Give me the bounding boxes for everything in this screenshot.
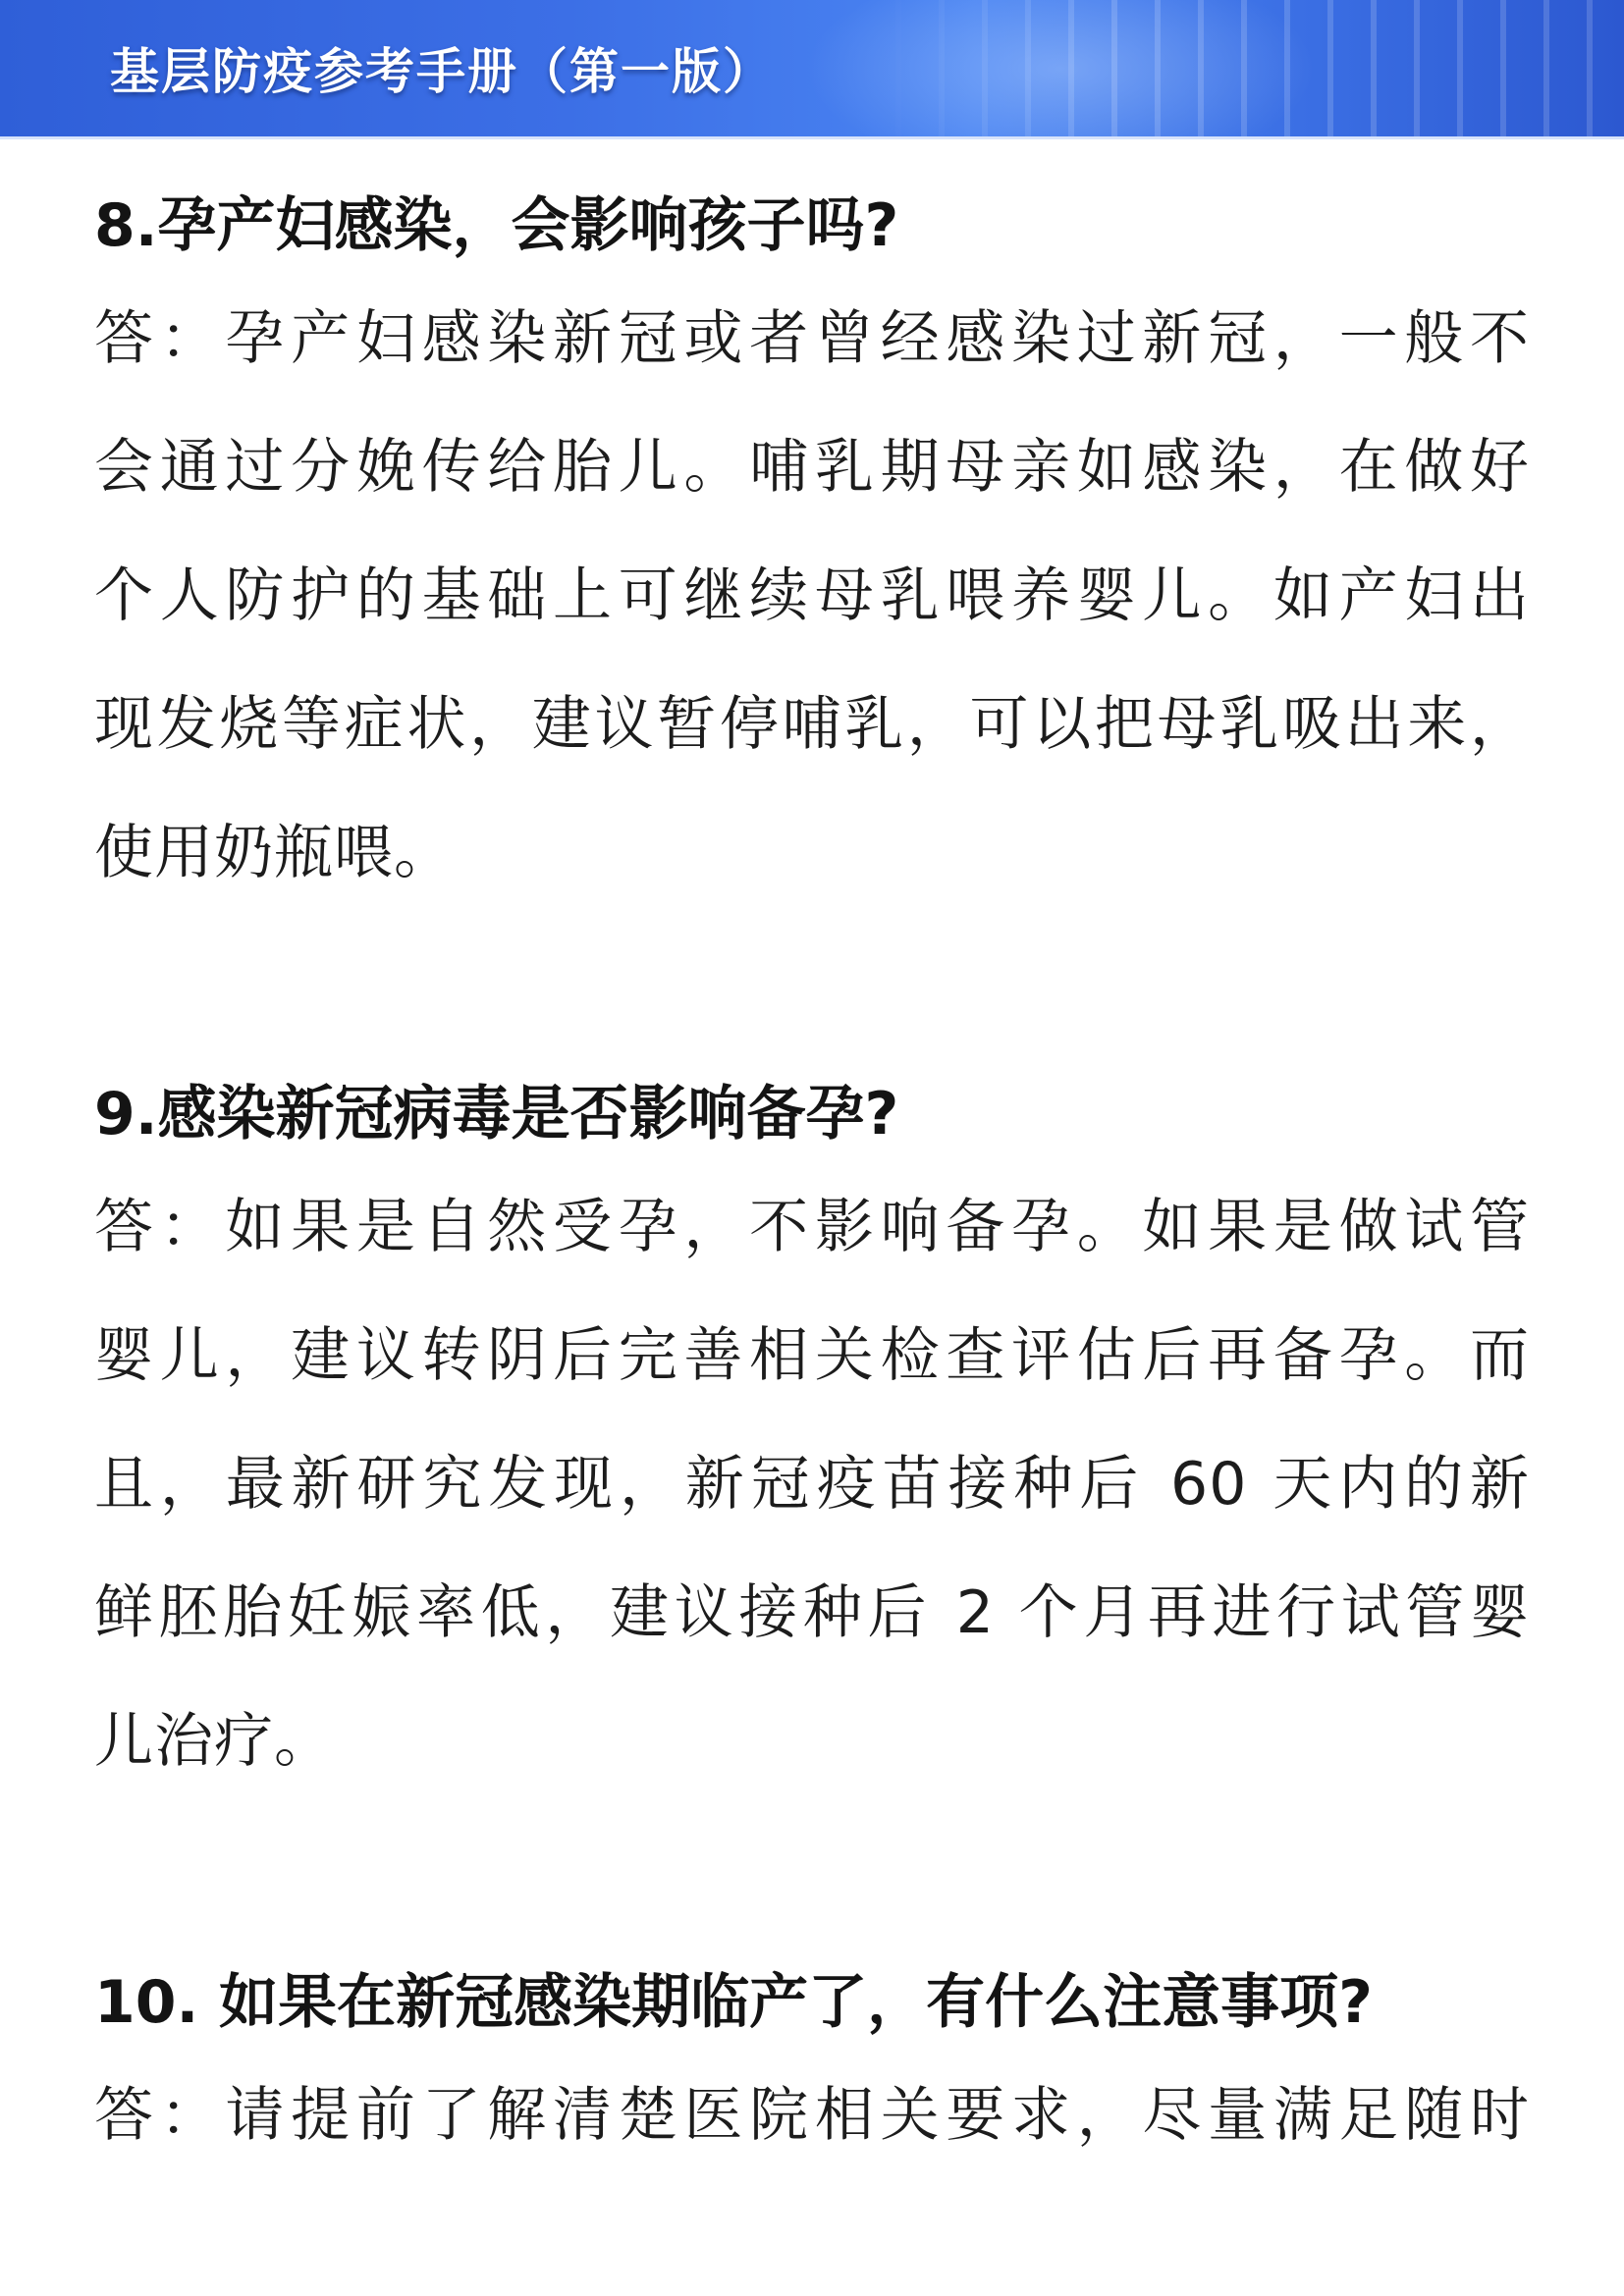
answer-line: 个人防护的基础上可继续母乳喂养婴儿。如产妇出: [94, 561, 1530, 630]
qa-section-9: [94, 1065, 1530, 1806]
answer-line: 儿治疗。: [94, 1707, 334, 1776]
answer-text: [94, 275, 1530, 918]
qa-section-10: [94, 1953, 1530, 2180]
answer-line: 且，最新研究发现，新冠疫苗接种后 60 天内的新: [94, 1450, 1530, 1519]
question-title: 9.感染新冠病毒是否影响备孕?: [94, 1080, 899, 1148]
section-spacer: [94, 918, 1530, 1065]
answer-line: 答：如果是自然受孕，不影响备孕。如果是做试管: [94, 1193, 1530, 1261]
document-body: [94, 177, 1530, 2180]
question-title: 10. 如果在新冠感染期临产了，有什么注意事项?: [94, 1968, 1373, 2037]
section-spacer: [94, 1806, 1530, 1953]
header-banner: [0, 0, 1624, 139]
answer-line: 答：孕产妇感染新冠或者曾经感染过新冠，一般不: [94, 304, 1530, 373]
answer-line: 答：请提前了解清楚医院相关要求，尽量满足随时: [94, 2081, 1530, 2150]
question-title: 8.孕产妇感染，会影响孩子吗?: [94, 191, 899, 260]
banner-stripes-decoration: [878, 0, 1624, 139]
answer-line: 鲜胚胎妊娠率低，建议接种后 2 个月再进行试管婴: [94, 1578, 1530, 1647]
answer-text: [94, 2052, 1530, 2180]
answer-line: 婴儿，建议转阴后完善相关检查评估后再备孕。而: [94, 1321, 1530, 1390]
answer-line: 使用奶瓶喂。: [94, 819, 454, 887]
qa-section-8: [94, 177, 1530, 918]
answer-text: [94, 1163, 1530, 1806]
answer-line: 现发烧等症状，建议暂停哺乳，可以把母乳吸出来，: [94, 690, 1530, 759]
document-title: 基层防疫参考手册（第一版）: [110, 43, 774, 100]
answer-line: 会通过分娩传给胎儿。哺乳期母亲如感染，在做好: [94, 433, 1530, 502]
